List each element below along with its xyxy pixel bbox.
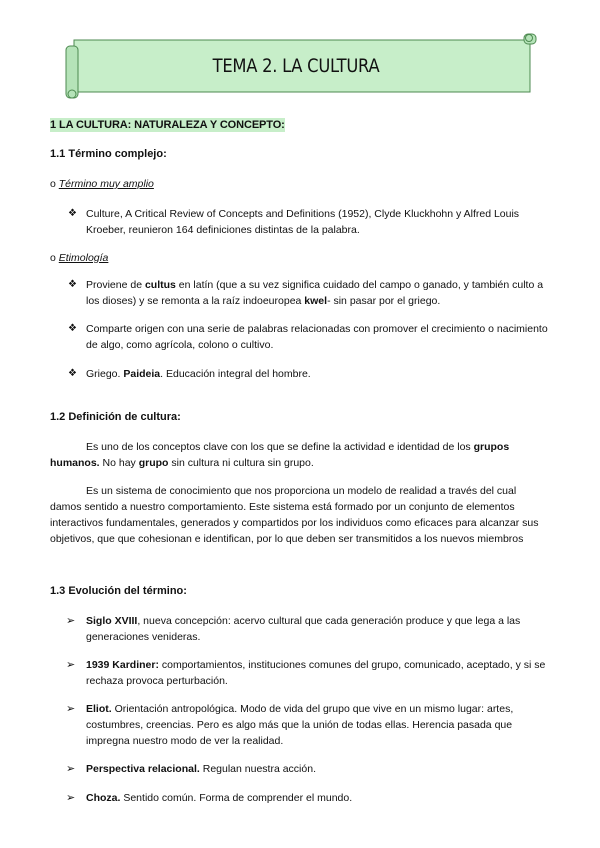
sub-item-2 [50,250,108,266]
list-item: Culture, A Critical Review of Concepts and Definitions (1952), Clyde Kluckhohn y Alfred Louis Kroeber, reunieron 164 definiciones distintas de la palabra. [86,208,520,236]
diamond-bullet-icon: ❖ [68,279,77,290]
sub-item-2-label: Etimología [58,252,109,264]
list-item [86,790,556,806]
arrow-bullet-icon: ➢ [66,659,76,671]
text: , nueva concepción: acervo cultural que cada generación produce y que lega a las generaciones venideras. [86,615,521,643]
text: - sin pasar por el griego. [327,295,441,307]
arrow-bullet-icon: ➢ [66,703,76,715]
list-item [86,277,556,309]
arrow-bullet-icon: ➢ [66,792,76,804]
text: Regulan nuestra acción. [199,763,316,775]
text: en latín (que a su vez significa cuidado del campo o ganado, y también culto a los dioses) y se remonta a la raíz indoeuropea [86,279,544,307]
circle-marker: o [50,252,56,264]
text: . Educación integral del hombre. [160,368,311,380]
list-item [86,613,556,645]
list-item [86,366,556,382]
diamond-bullet-icon: ❖ [68,368,77,379]
diamond-bullet-icon: ❖ [68,208,77,219]
text: Proviene de [86,279,145,291]
text: comportamientos, instituciones comunes del grupo, comunicado, aceptado, y si se rechaza provoca perturbación. [86,659,546,687]
bold-text: Perspectiva relacional. [86,763,200,775]
circle-marker: o [50,178,56,190]
list-item: Comparte origen con una serie de palabras relacionadas con promover el crecimiento o nacimiento de algo, como agrícola, colono o cultivo. [86,323,548,351]
bold-text: grupos humanos. [50,441,510,469]
list-item [86,761,556,777]
bold-text: Paideia [123,368,161,380]
arrow-bullet-icon: ➢ [66,615,76,627]
text: sin cultura ni cultura sin grupo. [168,457,314,469]
diamond-bullet-icon: ❖ [68,323,77,334]
bold-text: Choza. [86,792,121,804]
bold-text: kwel [304,295,328,307]
text: Es uno de los conceptos clave con los que se define la actividad e identidad de los [86,441,474,453]
bold-text: Siglo XVIII [86,615,138,627]
section-heading-1: 1 LA CULTURA: NATURALEZA Y CONCEPTO: [50,119,285,131]
bold-text: 1939 Kardiner: [86,659,159,671]
subsection-heading-1-1: 1.1 Término complejo: [50,148,167,160]
bold-text: cultus [144,279,176,291]
subsection-heading-1-2: 1.2 Definición de cultura: [50,411,181,423]
list-item [86,657,556,689]
paragraph [50,439,550,471]
list-item [86,701,556,749]
bold-text: Eliot. [86,703,112,715]
sub-item-1 [50,176,154,192]
arrow-bullet-icon: ➢ [66,763,76,775]
sub-item-1-label: Término muy amplio [58,178,154,190]
paragraph: Es un sistema de conocimiento que nos proporciona un modelo de realidad a través del cual damos sentido a nuestro comportamiento. Este sistema está formado por un conjunto de elementos interactivos fundamentales, generados y compartidos por los individuos como eficaces para alcanzar sus objetivos, que que cohesionan e identifican, por lo que deben ser transmitidos a los nuevos miembros [50,485,539,545]
text: No hay [99,457,139,469]
bold-text: grupo [138,457,169,469]
text: Sentido común. Forma de comprender el mundo. [120,792,353,804]
subsection-heading-1-3: 1.3 Evolución del término: [50,585,187,597]
page-title: TEMA 2. LA CULTURA [212,55,380,77]
text: Orientación antropológica. Modo de vida del grupo que vive en un mismo lugar: artes, costumbres, creencias. Pero es algo más que la unión de todas ellas. Herencia pasada que impregna nuestro modo de ver la realidad. [86,703,514,747]
text: Griego. [86,368,124,380]
